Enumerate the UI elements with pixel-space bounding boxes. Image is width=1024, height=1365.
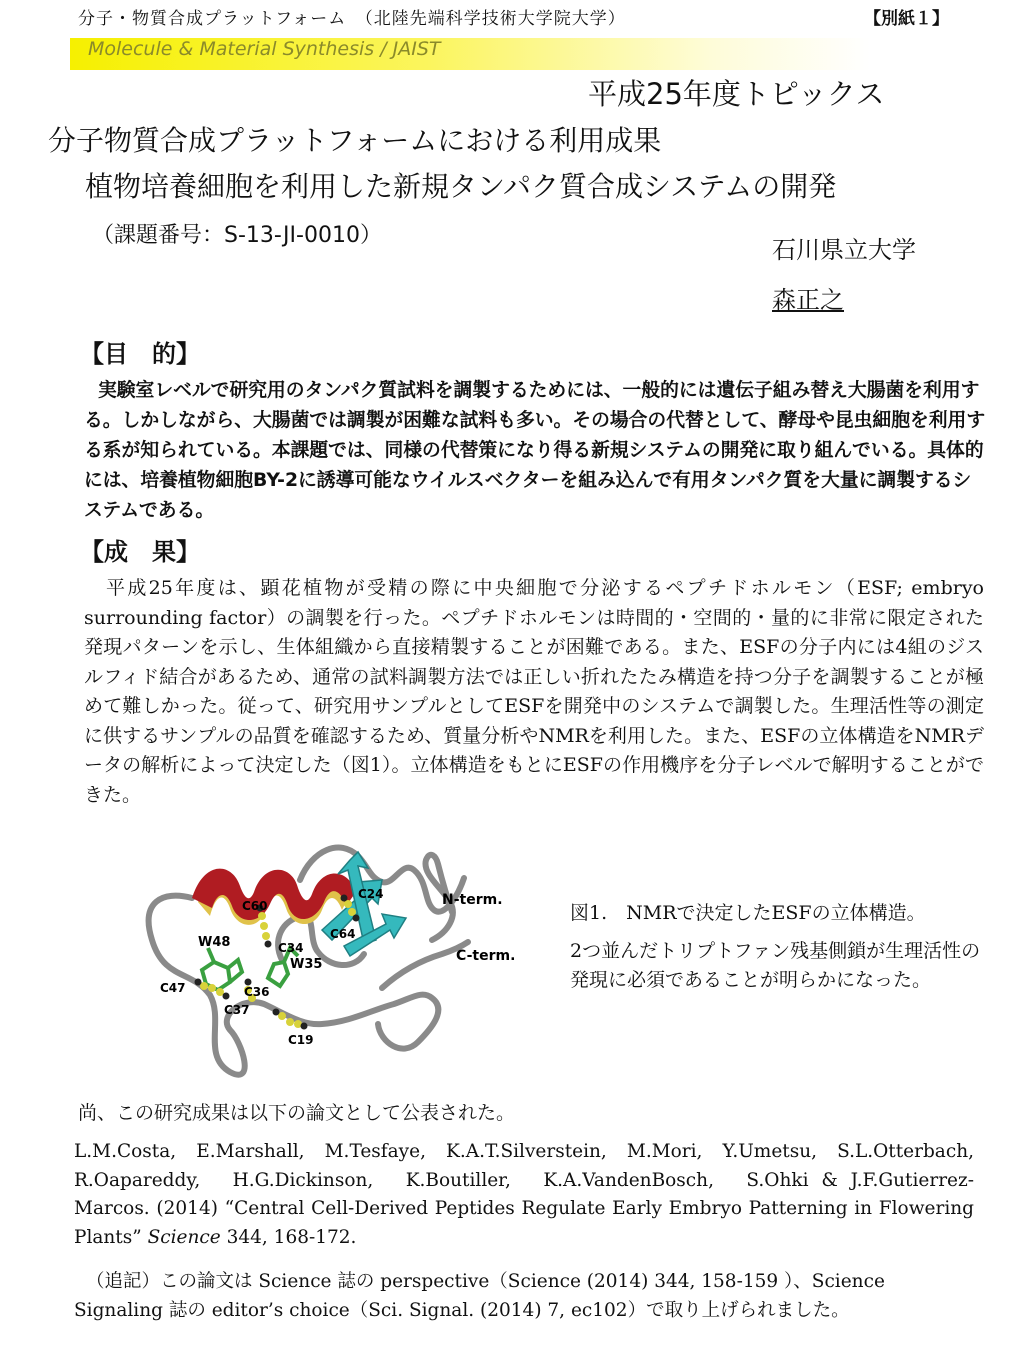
alpha-helix bbox=[192, 869, 356, 925]
label-c64: C64 bbox=[330, 927, 356, 941]
author-name: 森正之 bbox=[772, 286, 844, 314]
annex-label: 【別紙１】 bbox=[864, 9, 949, 29]
citation-title: “Central Cell-Derived Peptides Regulate Early Embryo Patterning in Flowering Plants” bbox=[74, 1198, 974, 1248]
citation-authors: L.M.Costa, E.Marshall, M.Tesfaye, K.A.T.Silverstein, M.Mori, Y.Umetsu, S.L.Otterbach, R.Oapareddy, H.G.Dickinson, K.Boutiller, K.A.VandenBosch, S.Ohki & J.F.Gutierrez-Marcos. bbox=[74, 1141, 993, 1219]
results-heading: 【成 果】 bbox=[80, 538, 200, 566]
citation-journal: Science bbox=[147, 1226, 221, 1248]
page-title: 分子物質合成プラットフォームにおける利用成果 bbox=[48, 124, 662, 157]
publication-note: 尚、この研究成果は以下の論文として公表された。 bbox=[78, 1102, 516, 1124]
label-c60: C60 bbox=[242, 899, 268, 913]
label-c19: C19 bbox=[288, 1033, 314, 1047]
label-c36: C36 bbox=[244, 985, 270, 999]
banner-text: Molecule & Material Synthesis / JAIST bbox=[88, 38, 441, 60]
label-nterm: N-term. bbox=[442, 892, 503, 908]
label-c37: C37 bbox=[224, 1003, 250, 1017]
label-w48: W48 bbox=[198, 935, 231, 950]
label-c34: C34 bbox=[278, 941, 304, 955]
tryptophan-w48 bbox=[202, 948, 242, 990]
page-subtitle: 植物培養細胞を利用した新規タンパク質合成システムの開発 bbox=[85, 170, 837, 203]
topics-heading: 平成25年度トピックス bbox=[588, 77, 885, 111]
figure-caption-title: 図1. NMRで決定したESFの立体構造。 bbox=[570, 902, 926, 924]
project-number: （課題番号：S-13-JI-0010） bbox=[92, 223, 382, 248]
citation-volume: 344, 168-172. bbox=[226, 1226, 357, 1248]
results-body: 平成25年度は、顕花植物が受精の際に中央細胞で分泌するペプチドホルモン（ESF; embryo surrounding factor）の調製を行った。ペプチドホルモンは時間的・空間的・量的に非常に限定された発現パターンを示し、生体組織から直接精製することが困難である。また、ESFの分子内には4組のジスルフィド結合があるため、通常の試料調製方法では正しい折れたたみ構造を持つ分子を調製することが極めて難しかった。従って、研究用サンプルとしてESFを開発中のシステムで調製した。生理活性等の測定に供するサンプルの品質を確認するため、質量分析やNMRを利用した。また、ESFの立体構造をNMRデータの解析によって決定した（図1）。立体構造をもとにESFの作用機序を分子レベルで解明することができた。 bbox=[84, 577, 984, 806]
label-c47: C47 bbox=[160, 981, 186, 995]
affiliation: 石川県立大学 bbox=[772, 236, 916, 264]
platform-header: 分子・物質合成プラットフォーム （北陸先端科学技術大学院大学） bbox=[78, 9, 626, 29]
label-w35: W35 bbox=[290, 957, 323, 972]
figure-caption-body: 2つ並んだトリプトファン残基側鎖が生理活性の発現に必須であることが明らかになった。 bbox=[570, 940, 981, 991]
label-c24: C24 bbox=[358, 887, 384, 901]
label-cterm: C-term. bbox=[456, 948, 516, 964]
citation-year: (2014) bbox=[156, 1198, 218, 1219]
results-body-container bbox=[84, 574, 984, 818]
purpose-body: 実験室レベルで研究用のタンパク質試料を調製するためには、一般的には遺伝子組み替え大腸菌を利用する。しかしながら、大腸菌では調製が困難な試料も多い。その場合の代替として、酵母や昆虫細胞を利用する系が知られている。本課題では、同様の代替策になり得る新規システムの開発に取り組んでいる。具体的には、培養植物細胞BY-2に誘導可能なウイルスベクターを組み込んで有用タンパク質を大量に調製するシステムである。 bbox=[84, 380, 986, 521]
addendum: （追記）この論文は Science 誌の perspective（Science (2014) 344, 158-159 ）、Science Signaling 誌の editor’s choice（Sci. Signal. (2014) 7, ec102）で取り上げられました。 bbox=[74, 1271, 885, 1321]
citation bbox=[74, 1138, 993, 1252]
purpose-heading: 【目 的】 bbox=[80, 340, 200, 368]
esf-structure-figure bbox=[132, 820, 552, 1092]
